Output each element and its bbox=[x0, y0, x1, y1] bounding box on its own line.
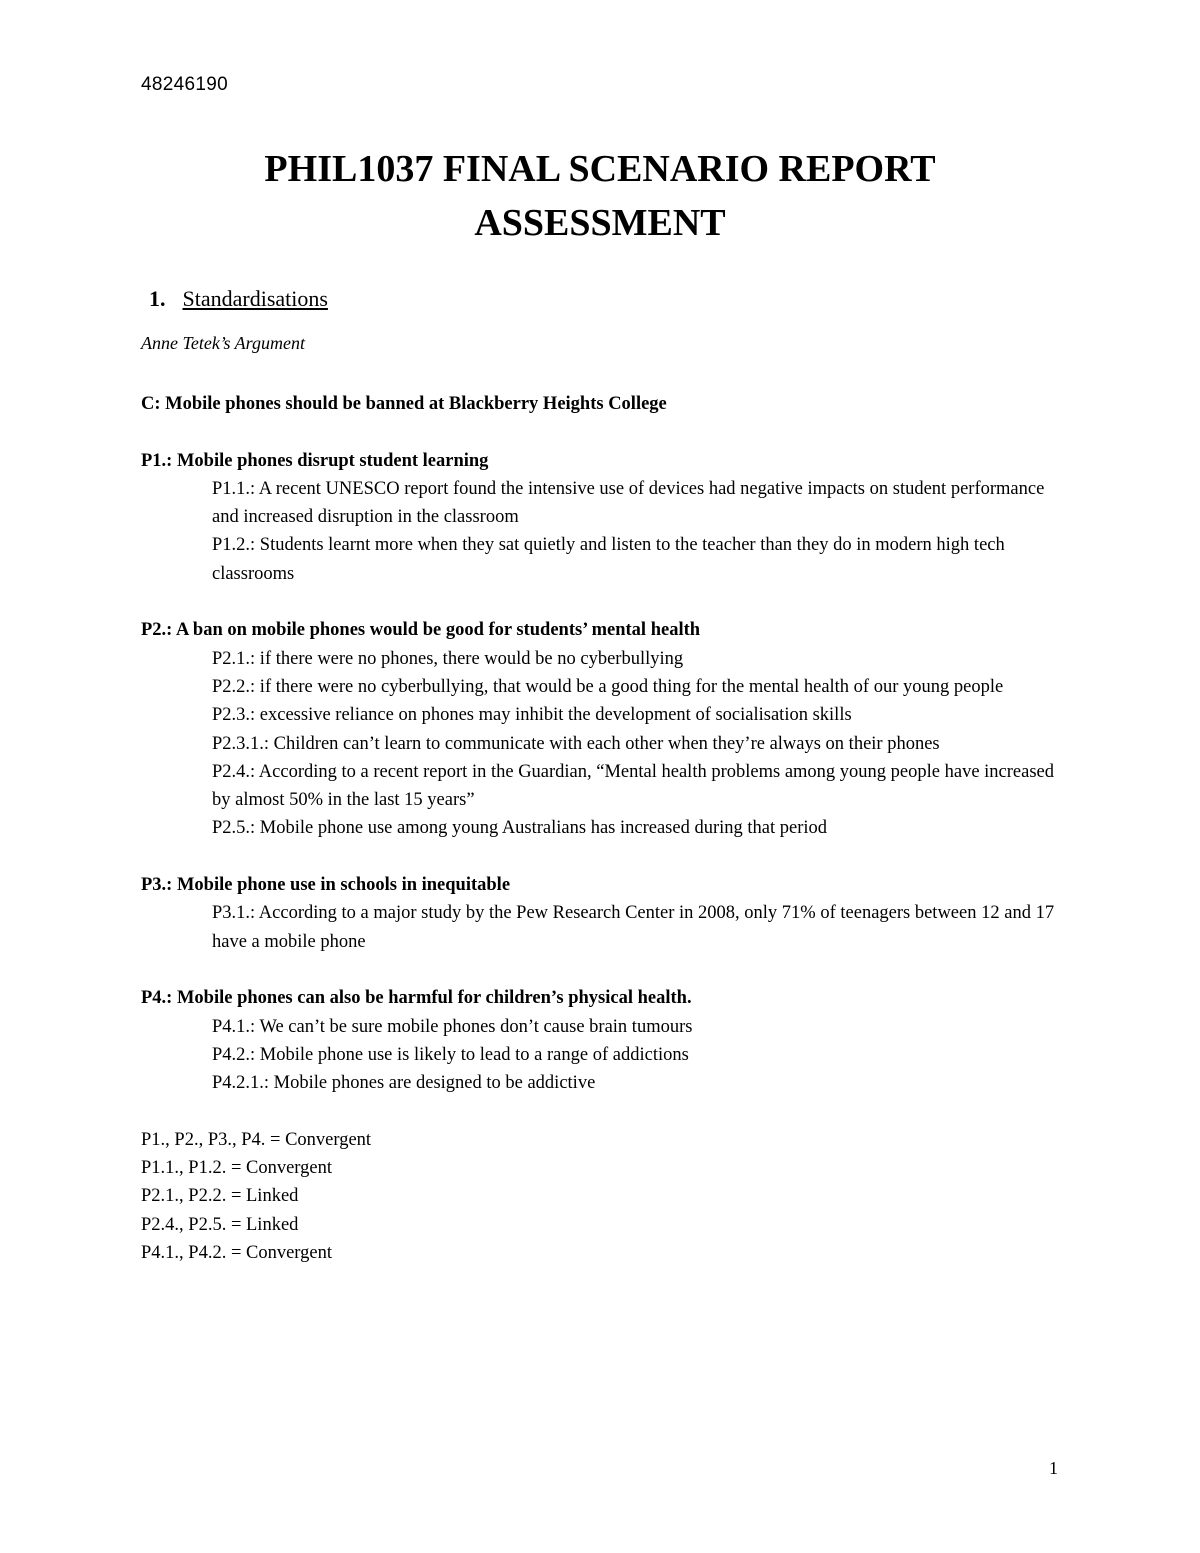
premise-p1-2: P1.2.: Students learnt more when they sat quietly and listen to the teacher than they do in modern high tech classrooms bbox=[212, 535, 1005, 584]
section-heading bbox=[149, 286, 328, 312]
argument-body bbox=[141, 390, 1061, 1267]
page-title bbox=[0, 142, 1200, 250]
premise-p3: P3.: Mobile phone use in schools in inequitable bbox=[141, 875, 511, 896]
title-line-1: PHIL1037 FINAL SCENARIO REPORT bbox=[264, 148, 936, 190]
premise-p2-1: P2.1.: if there were no phones, there would be no cyberbullying bbox=[212, 648, 684, 669]
premise-p4-2: P4.2.: Mobile phone use is likely to lead to a range of addictions bbox=[212, 1044, 689, 1065]
premise-p2: P2.: A ban on mobile phones would be good for students’ mental health bbox=[141, 620, 701, 641]
argument-label: Anne Tetek’s Argument bbox=[141, 333, 305, 353]
structure-line: P4.1., P4.2. = Convergent bbox=[141, 1242, 332, 1263]
premise-p2-3: P2.3.: excessive reliance on phones may inhibit the development of socialisation skills bbox=[212, 705, 852, 726]
section-title: Standardisations bbox=[182, 286, 328, 311]
premise-p1-1: P1.1.: A recent UNESCO report found the intensive use of devices had negative impacts on student performance and increased disruption in the classroom bbox=[212, 478, 1045, 528]
title-line-2: ASSESSMENT bbox=[474, 202, 726, 244]
premise-p4: P4.: Mobile phones can also be harmful for children’s physical health. bbox=[141, 988, 692, 1009]
conclusion: C: Mobile phones should be banned at Blackberry Heights College bbox=[141, 394, 667, 414]
premise-p2-5: P2.5.: Mobile phone use among young Australians has increased during that period bbox=[212, 818, 828, 839]
page-number: 1 bbox=[1049, 1458, 1058, 1478]
premise-p2-3-1: P2.3.1.: Children can’t learn to communicate with each other when they’re always on their phones bbox=[212, 733, 940, 754]
premise-p1: P1.: Mobile phones disrupt student learning bbox=[141, 450, 489, 471]
premise-p2-4: P2.4.: According to a recent report in the Guardian, “Mental health problems among young people have increased by almost 50% in the last 15 years” bbox=[212, 761, 1054, 811]
structure-line: P1.1., P1.2. = Convergent bbox=[141, 1158, 332, 1179]
premise-p2-2: P2.2.: if there were no cyberbullying, that would be a good thing for the mental health of our young people bbox=[212, 676, 1004, 697]
section-number: 1. bbox=[149, 286, 166, 311]
premise-p4-2-1: P4.2.1.: Mobile phones are designed to be addictive bbox=[212, 1073, 596, 1094]
student-id: 48246190 bbox=[141, 74, 228, 95]
premise-p4-1: P4.1.: We can’t be sure mobile phones don’t cause brain tumours bbox=[212, 1016, 693, 1037]
structure-line: P1., P2., P3., P4. = Convergent bbox=[141, 1129, 372, 1150]
structure-line: P2.4., P2.5. = Linked bbox=[141, 1214, 299, 1235]
premise-p3-1: P3.1.: According to a major study by the Pew Research Center in 2008, only 71% of teenagers between 12 and 17 have a mobile phone bbox=[212, 903, 1055, 952]
structure-line: P2.1., P2.2. = Linked bbox=[141, 1186, 299, 1207]
